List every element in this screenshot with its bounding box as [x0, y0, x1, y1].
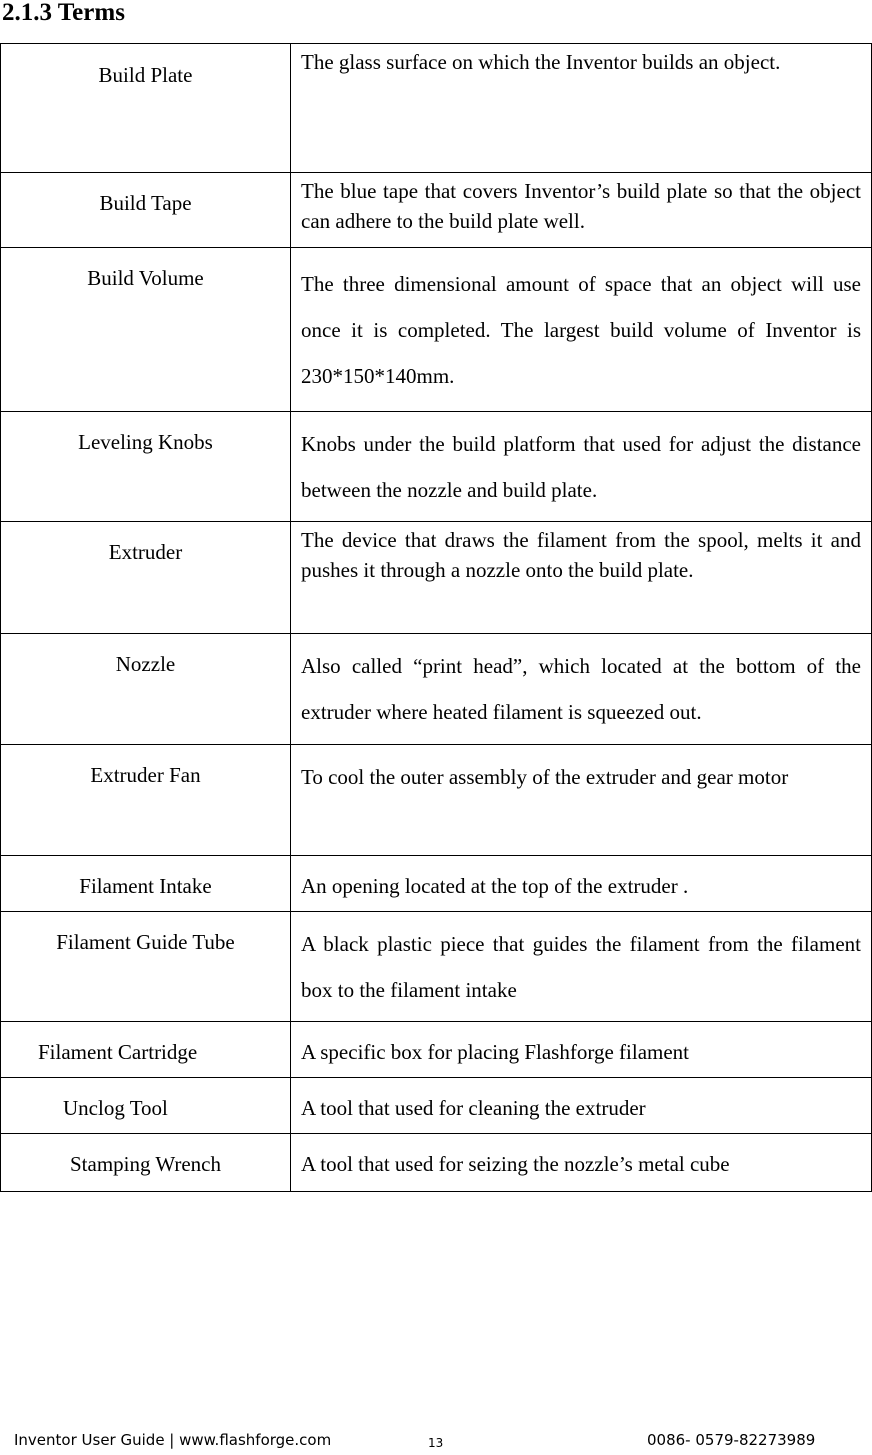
- definition-cell: An opening located at the top of the extruder .: [291, 856, 872, 912]
- page-footer: [0, 1428, 872, 1452]
- footer-guide-title: Inventor User Guide | www.flashforge.com: [14, 1431, 332, 1449]
- table-row: [1, 44, 872, 173]
- table-row: [1, 1134, 872, 1192]
- term-cell: Extruder: [1, 522, 291, 634]
- term-cell: Unclog Tool: [1, 1078, 291, 1134]
- term-cell: Build Plate: [1, 44, 291, 173]
- term-cell: Stamping Wrench: [1, 1134, 291, 1192]
- term-cell: Filament Cartridge: [1, 1022, 291, 1078]
- table-row: [1, 912, 872, 1022]
- definition-cell: The glass surface on which the Inventor builds an object.: [291, 44, 872, 173]
- definition-cell: A tool that used for cleaning the extruder: [291, 1078, 872, 1134]
- section-heading: 2.1.3 Terms: [2, 0, 125, 26]
- table-row: [1, 1078, 872, 1134]
- table-row: [1, 856, 872, 912]
- term-cell: Build Tape: [1, 173, 291, 248]
- term-cell: Leveling Knobs: [1, 412, 291, 522]
- term-cell: Filament Intake: [1, 856, 291, 912]
- definition-cell: A tool that used for seizing the nozzle’s metal cube: [291, 1134, 872, 1192]
- terms-table: [0, 43, 872, 1192]
- definition-cell: The device that draws the filament from the spool, melts it and pushes it through a nozzle onto the build plate.: [291, 522, 872, 634]
- page-number: 13: [428, 1436, 444, 1450]
- table-row: [1, 173, 872, 248]
- term-cell: Build Volume: [1, 248, 291, 412]
- definition-cell: To cool the outer assembly of the extruder and gear motor: [291, 745, 872, 856]
- table-row: [1, 634, 872, 745]
- term-cell: Extruder Fan: [1, 745, 291, 856]
- table-row: [1, 248, 872, 412]
- definition-cell: Also called “print head”, which located at the bottom of the extruder where heated filament is squeezed out.: [291, 634, 872, 745]
- definition-cell: A specific box for placing Flashforge filament: [291, 1022, 872, 1078]
- term-cell: Nozzle: [1, 634, 291, 745]
- term-cell: Filament Guide Tube: [1, 912, 291, 1022]
- table-row: [1, 522, 872, 634]
- table-row: [1, 412, 872, 522]
- definition-cell: The blue tape that covers Inventor’s build plate so that the object can adhere to the build plate well.: [291, 173, 872, 248]
- definition-cell: A black plastic piece that guides the filament from the filament box to the filament intake: [291, 912, 872, 1022]
- table-row: [1, 1022, 872, 1078]
- footer-phone: 0086- 0579-82273989: [647, 1431, 816, 1449]
- table-row: [1, 745, 872, 856]
- definition-cell: Knobs under the build platform that used for adjust the distance between the nozzle and build plate.: [291, 412, 872, 522]
- definition-cell: The three dimensional amount of space that an object will use once it is completed. The largest build volume of Inventor is 230*150*140mm.: [291, 248, 872, 412]
